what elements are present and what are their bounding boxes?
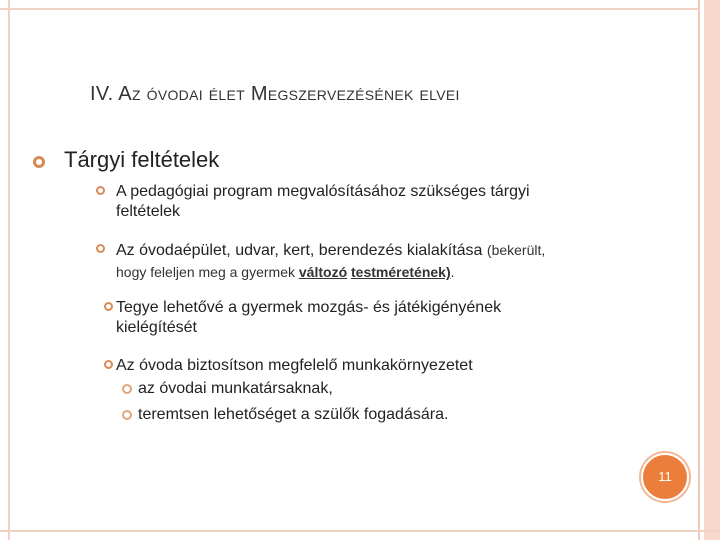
frame-top-border — [0, 8, 720, 10]
bullet-icon — [104, 302, 113, 311]
list-item-1-line1: A pedagógiai program megvalósításához szükséges tárgyi — [116, 183, 530, 200]
list-item-2 — [116, 240, 545, 282]
slide-title — [90, 83, 460, 106]
title-word3: ÉLET — [208, 87, 245, 103]
title-word1-rest: Z — [131, 87, 141, 103]
title-word4-cap: M — [250, 83, 268, 105]
bullet-icon — [96, 244, 105, 253]
list-item-1 — [116, 182, 530, 222]
sub-bullet-icon — [122, 384, 132, 394]
list-item-3 — [116, 298, 501, 338]
list-item-4: Az óvoda biztosítson megfelelő munkakörnyezetet — [116, 357, 473, 374]
title-word2: ÓVODAI — [146, 87, 203, 103]
underline-változó: változó — [298, 264, 348, 280]
heading-tárgyi-feltételek: Tárgyi feltételek — [64, 147, 220, 172]
list-item-3-line1: Tegye lehetővé a gyermek mozgás- és játékigényének — [116, 299, 502, 316]
bullet-icon — [33, 156, 45, 168]
list-item-2-period: . — [450, 264, 455, 280]
frame-right-line — [698, 0, 700, 540]
list-item-2-note: (bekerült, — [486, 242, 546, 258]
sub-bullet-icon — [122, 410, 132, 420]
page-number-badge: 11 — [641, 453, 689, 501]
list-item-3-line2: kielégítését — [116, 319, 197, 336]
frame-bottom-border — [0, 530, 720, 532]
bullet-icon — [96, 186, 105, 195]
underline-testméretének: testméretének) — [351, 264, 451, 280]
list-item-2-note-cont: hogy feleljen meg a gyermek — [116, 264, 295, 280]
bullet-icon — [104, 360, 113, 369]
frame-right-border — [698, 0, 720, 540]
title-word1-cap: A — [118, 83, 132, 105]
frame-left-border — [8, 0, 10, 540]
sub-item-1: az óvodai munkatársaknak, — [138, 380, 333, 397]
title-roman: IV. — [90, 83, 114, 105]
list-item-1-line2: feltételek — [116, 203, 181, 220]
sub-item-2: teremtsen lehetőséget a szülők fogadására. — [138, 406, 449, 423]
title-word5: ELVEI — [419, 87, 460, 103]
list-item-2-main: Az óvodaépület, udvar, kert, berendezés kialakítása — [116, 242, 483, 259]
title-word4-rest: EGSZERVEZÉSÉNEK — [267, 87, 414, 103]
